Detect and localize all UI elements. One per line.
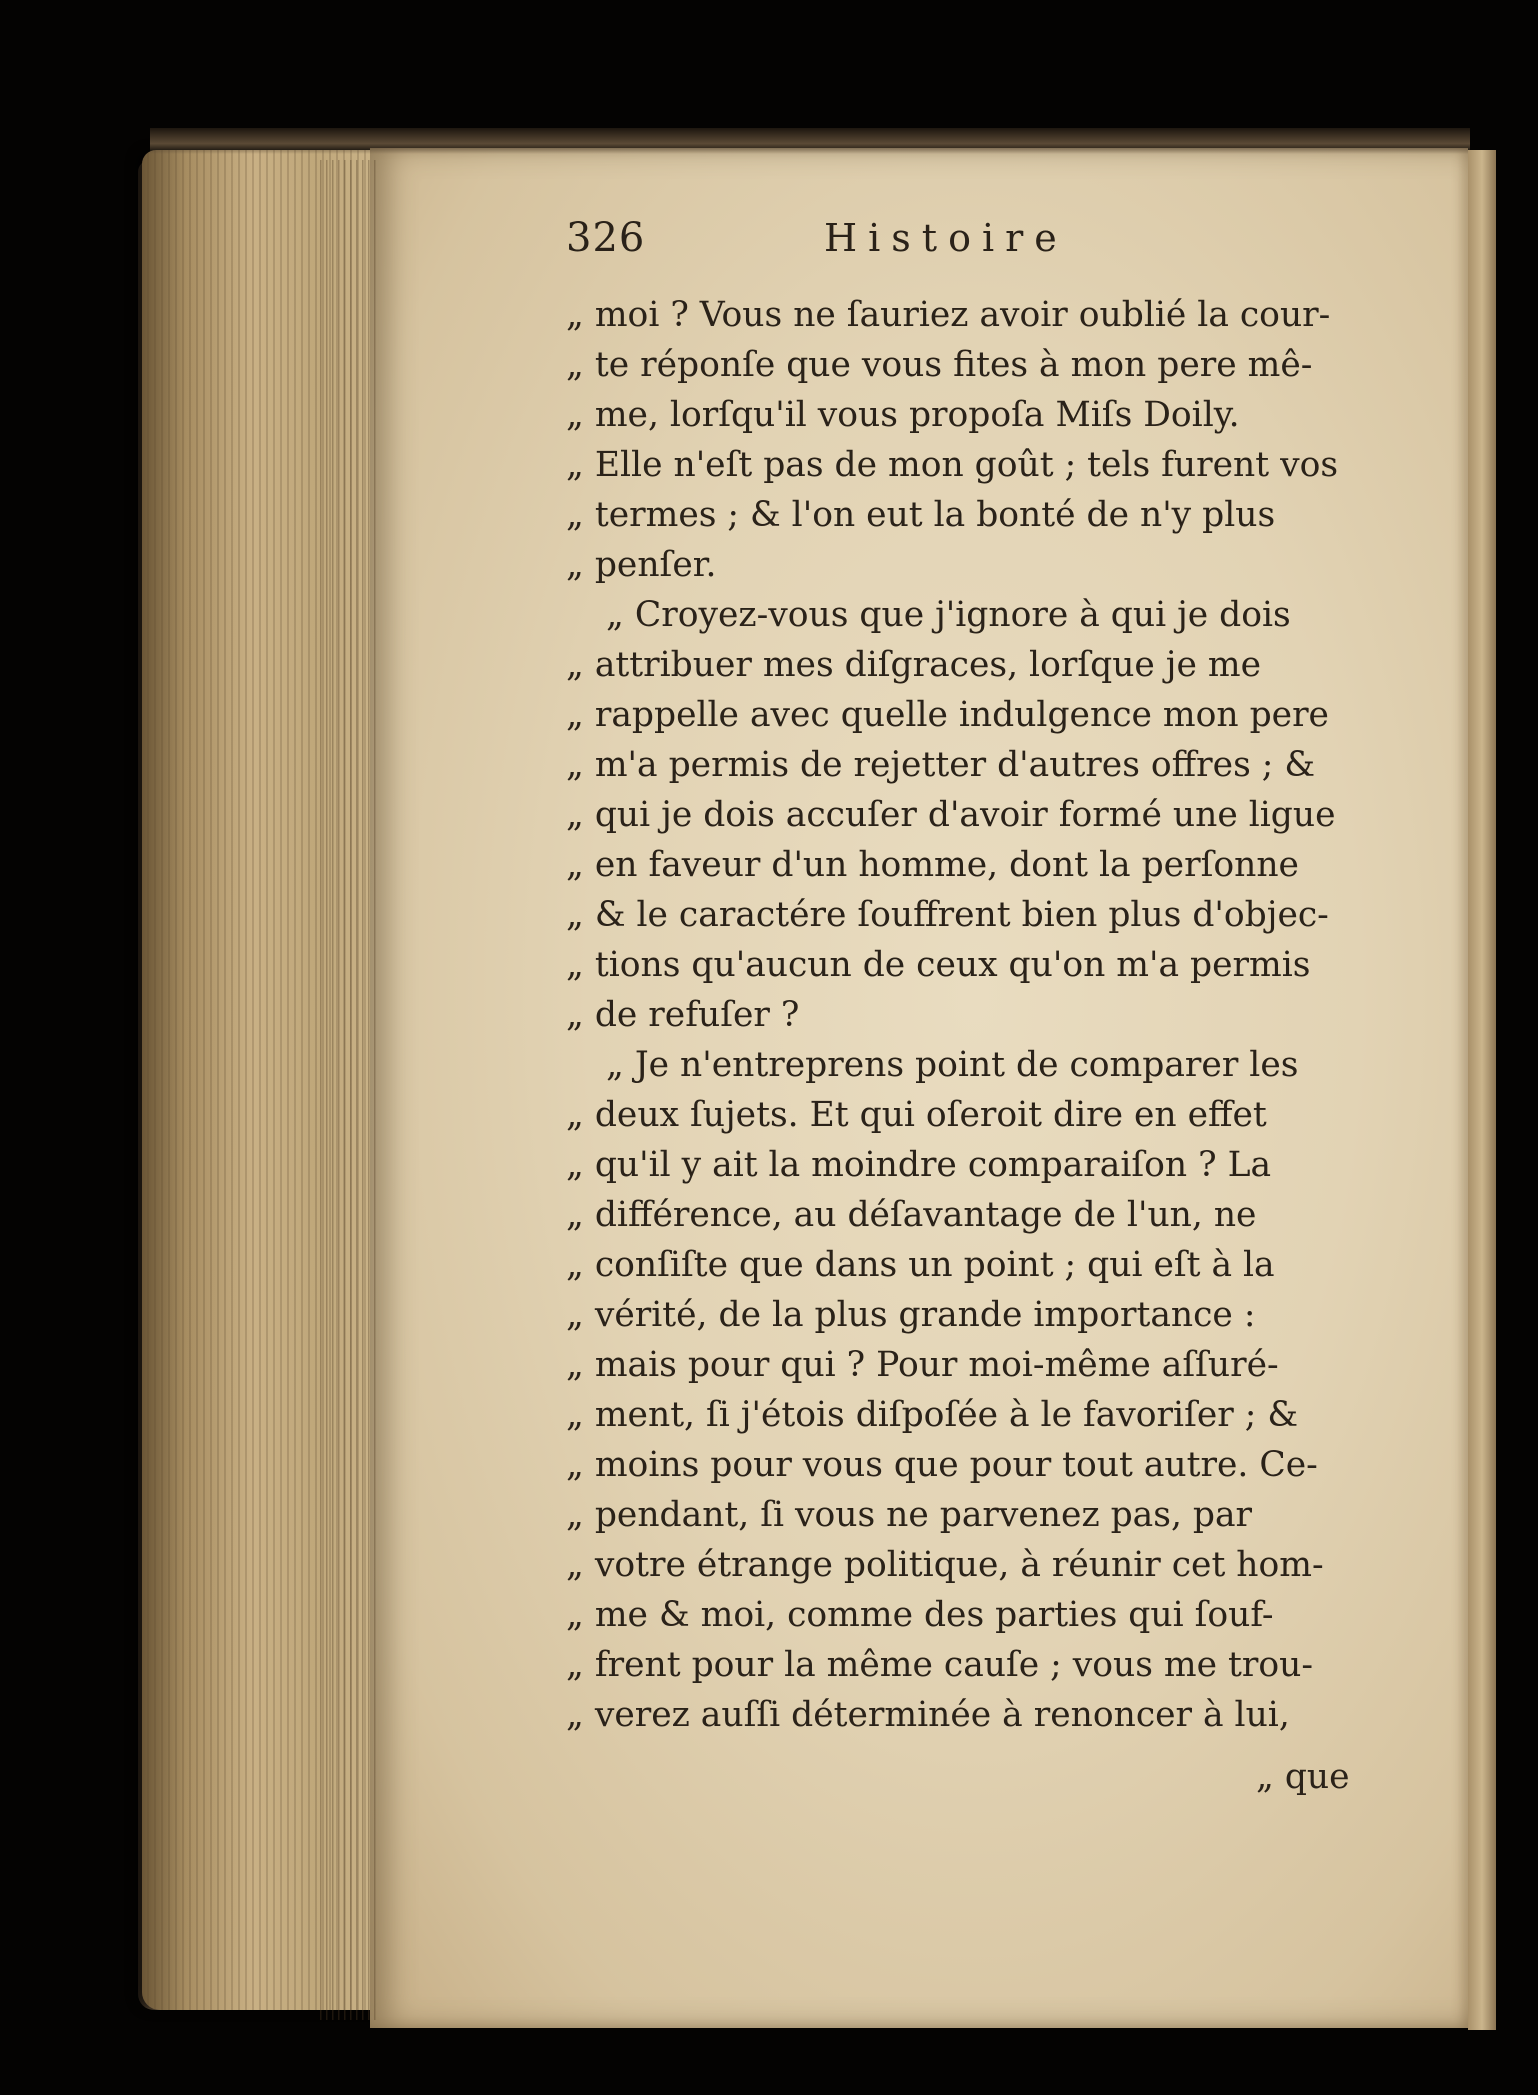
text-line: „ te réponſe que vous fites à mon pere mê- [566,345,1313,385]
text-line: „ frent pour la même cauſe ; vous me trou- [566,1645,1314,1685]
page-number: 326 [566,215,646,261]
text-line: „ & le caractére ſouffrent bien plus d'objec- [566,895,1329,935]
text-line: „ votre étrange politique, à réunir cet hom- [566,1545,1324,1585]
text-line: „ deux ſujets. Et qui oſeroit dire en effet [566,1095,1267,1135]
text-line: „ Croyez-vous que j'ignore à qui je dois [606,595,1291,635]
text-line: „ Elle n'eſt pas de mon goût ; tels furent vos [566,445,1339,485]
text-line: „ verez auſſi déterminée à renoncer à lui, [566,1695,1290,1735]
text-line: „ en faveur d'un homme, dont la perſonne [566,845,1299,885]
text-line: „ moins pour vous que pour tout autre. Ce- [566,1445,1318,1485]
running-title: Histoire [824,216,1068,260]
text-line: „ de refuſer ? [566,995,800,1035]
text-line: „ me & moi, comme des parties qui ſouf- [566,1595,1274,1635]
text-line: „ penſer. [566,545,717,585]
text-line: „ pendant, ſi vous ne parvenez pas, par [566,1495,1253,1535]
text-line: „ qu'il y ait la moindre comparaiſon ? La [566,1145,1272,1185]
text-line: „ mais pour qui ? Pour moi-même aſſuré- [566,1345,1279,1385]
text-line: „ ment, ſi j'étois diſpoſée à le favoriſer ; & [566,1395,1299,1435]
text-line: „ qui je dois accuſer d'avoir formé une ligue [566,795,1336,835]
text-line: „ me, lorſqu'il vous propoſa Miſs Doily. [566,395,1240,435]
text-line: „ rappelle avec quelle indulgence mon pere [566,695,1329,735]
catchword: „ que [1256,1757,1350,1797]
text-line: „ moi ? Vous ne ſauriez avoir oublié la cour- [566,295,1331,335]
text-line: „ tions qu'aucun de ceux qu'on m'a permis [566,945,1311,985]
text-line: „ attribuer mes diſgraces, lorſque je me [566,645,1262,685]
page-header [566,208,1156,268]
text-line: „ Je n'entreprens point de comparer les [606,1045,1299,1085]
text-line: „ conſiſte que dans un point ; qui eſt à la [566,1245,1275,1285]
text-line: „ m'a permis de rejetter d'autres offres ; & [566,745,1316,785]
text-line: „ vérité, de la plus grande importance : [566,1295,1256,1335]
text-line: „ différence, au déſavantage de l'un, ne [566,1195,1257,1235]
text-line: „ termes ; & l'on eut la bonté de n'y plus [566,495,1276,535]
